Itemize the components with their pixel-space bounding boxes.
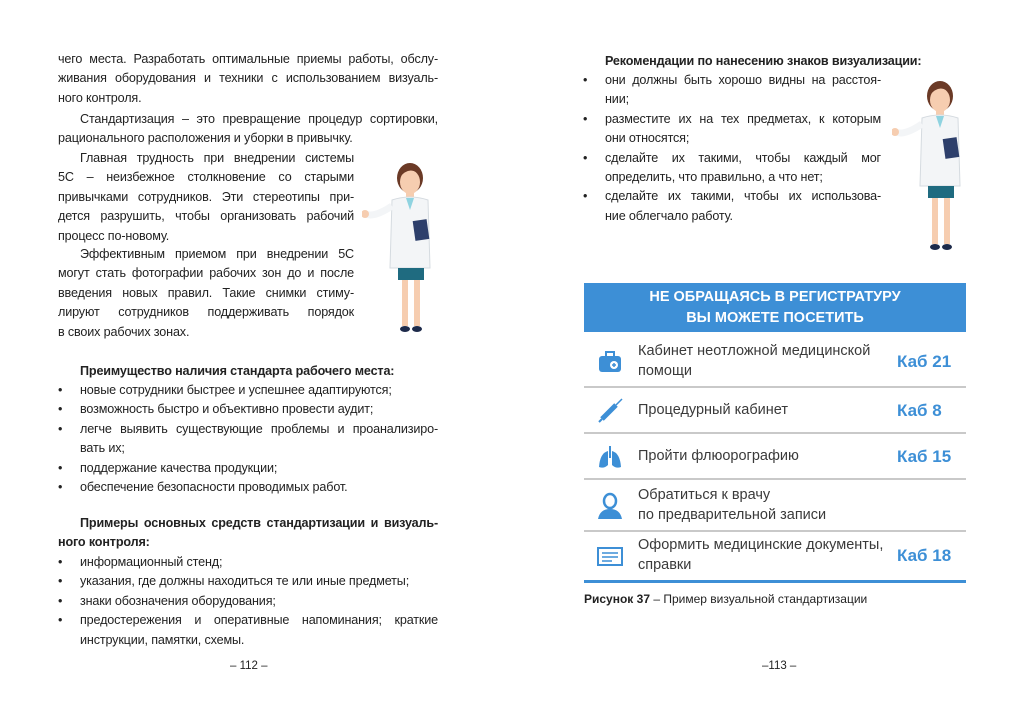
text-line: они должны быть хорошо видны на расстоя- [605,73,881,87]
row-label-line: Оформить медицинские документы, [638,537,884,553]
room-number: Каб 18 [897,546,952,565]
figure-row [584,388,966,434]
bullet-icon: • [58,402,63,417]
bullet-icon: • [58,613,63,628]
text-line: Главная трудность при внедрении системы [80,151,354,165]
figure-row [584,336,966,388]
bullet-icon: • [58,574,63,589]
bullet-icon: • [58,480,63,495]
advantages-heading: Преимущество наличия стандарта рабочего места: [80,364,395,378]
bullet-icon: • [58,383,63,397]
bullet-icon: • [583,111,588,126]
text-line: поддержание качества продукции; [80,460,278,475]
banner-line: НЕ ОБРАЩАЯСЬ В РЕГИСТРАТУРУ [649,289,901,305]
left-paragraph-photos [58,245,354,342]
text-line: нии; [605,92,629,107]
left-paragraph-difficulty [58,149,354,246]
row-label [638,341,870,381]
bullet-icon: • [58,421,63,436]
bullet-icon: • [58,460,63,475]
banner-line: ВЫ МОЖЕТЕ ПОСЕТИТЬ [686,310,864,326]
bullet-item [58,420,438,459]
text-line: ние облегчало работу. [605,208,733,223]
room-number: Каб 8 [897,401,942,420]
text-line: указания, где должны находиться те или иные предметы; [80,574,410,589]
text-line: Примеры основных средств стандартизации и визуаль- [80,516,438,530]
figure-row [584,434,966,480]
row-label [638,446,799,466]
row-label-line: Процедурный кабинет [638,402,788,418]
text-line: дется разрушить, чтобы организовать рабочий [58,209,354,224]
bullet-icon: • [583,189,588,204]
text-line: живания оборудования и техники с использованием визуаль- [58,71,438,86]
figure-row [584,532,966,580]
text-line: лируют сотрудников поддерживать порядок [58,305,354,320]
bullet-icon: • [583,73,588,87]
row-label-line: Кабинет неотложной медицинской [638,343,871,359]
room-number: Каб 15 [897,447,952,466]
text-line: определить, что правильно, а что нет; [605,170,823,185]
examples-list [58,553,438,650]
text-line: в своих рабочих зонах. [58,324,190,339]
text-line: предостережения и оперативные напоминания; краткие [80,613,438,628]
text-line: процесс по-новому. [58,228,170,243]
caption-label: Рисунок 37 [584,592,650,606]
bullet-item [58,592,438,611]
text-line: могут стать фотографии рабочих зон до и после [58,266,354,281]
bullet-item [58,611,438,650]
bullet-item [58,572,438,591]
figure-banner [584,283,966,332]
figure-caption [584,592,867,606]
text-line: Эффективным приемом при внедрении 5С [80,247,354,261]
text-line: они относятся; [605,131,690,146]
row-label-line: Обратиться к врачу [638,487,771,503]
row-label-line: помощи [638,363,692,379]
text-line: вать их; [80,441,125,456]
nurse-illustration-right [892,76,972,256]
row-label-line: Пройти флюорографию [638,448,799,464]
syringe-icon [596,397,624,425]
text-line: привычками сотрудников. Эти стереотипы при- [58,189,354,204]
figure-bottom-rule [584,580,966,583]
bullet-item [58,478,438,497]
bullet-icon: • [58,555,63,569]
bullet-item [58,553,438,572]
text-line: инструкции, памятки, схемы. [80,632,245,647]
bullet-icon: • [583,150,588,165]
row-label-line: справки [638,557,692,573]
left-intro-text [58,50,438,108]
examples-heading [58,514,438,553]
document-card-icon [596,542,624,570]
first-aid-kit-icon [596,348,624,376]
recommendations-heading: Рекомендации по нанесению знаков визуализации: [605,54,922,68]
caption-text: – Пример визуальной стандартизации [650,592,868,606]
left-paragraph-standardization [58,110,438,149]
page-number-left: – 112 – [230,660,268,672]
page-number-right: –113 – [762,660,797,672]
text-line: ного контроля. [58,90,142,105]
bullet-item [583,110,881,149]
text-line: сделайте их такими, чтобы их использова- [605,189,881,204]
lungs-icon [596,443,624,471]
doctor-icon [596,492,624,520]
text-line: Стандартизация – это превращение процедур сортировки, [80,112,438,126]
text-line: обеспечение безопасности проводимых работ. [80,480,348,495]
figure-row [584,480,966,532]
text-line: сделайте их такими, чтобы каждый мог [605,150,881,165]
advantages-list [58,381,438,497]
room-number: Каб 21 [897,352,952,371]
row-label [638,400,788,420]
text-line: 5С – неизбежное столкновение со старыми [58,170,354,185]
bullet-item [583,149,881,188]
bullet-item [58,400,438,419]
bullet-item [583,71,881,110]
row-label-line: по предварительной записи [638,507,827,523]
text-line: чего места. Разработать оптимальные приемы работы, обслу- [58,52,438,66]
row-label [638,485,826,525]
text-line: рационального расположения и уборки в привычку. [58,131,353,146]
text-line: возможность быстро и объективно провести аудит; [80,402,374,417]
text-line: новые сотрудники быстрее и успешнее адаптируются; [80,383,392,397]
bullet-item [58,381,438,400]
nurse-illustration-left [362,158,442,338]
row-label [638,535,883,575]
text-line: ного контроля: [58,535,150,550]
text-line: введения новых правил. Такие снимки стиму- [58,285,354,300]
text-line: информационный стенд; [80,555,223,569]
text-line: разместите их на тех предметах, к которым [605,111,881,126]
text-line: знаки обозначения оборудования; [80,593,276,608]
recommendations-list [583,71,881,226]
bullet-item [583,187,881,226]
bullet-item [58,459,438,478]
bullet-icon: • [58,593,63,608]
text-line: легче выявить существующие проблемы и проанализиро- [80,421,438,436]
